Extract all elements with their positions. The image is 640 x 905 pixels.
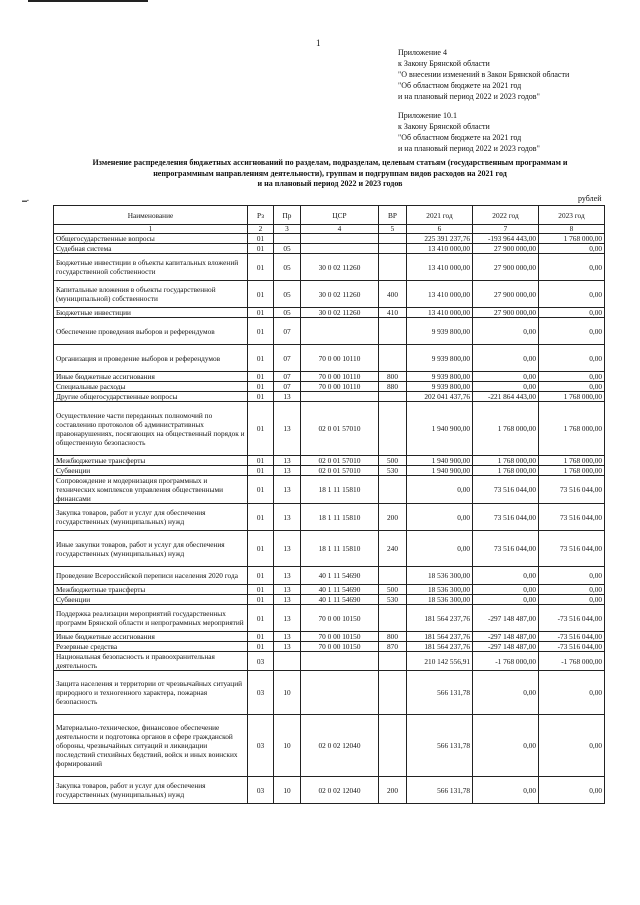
document-title <box>60 158 600 190</box>
table-row <box>54 402 605 456</box>
row-rz: 01 <box>248 234 274 244</box>
table-row <box>54 715 605 777</box>
row-2021: 9 939 800,00 <box>407 345 473 372</box>
row-2023: 1 768 000,00 <box>539 234 605 244</box>
row-2021: 181 564 237,76 <box>407 605 473 632</box>
row-vr <box>379 345 407 372</box>
row-vr: 500 <box>379 585 407 595</box>
row-2022: 73 516 044,00 <box>473 476 539 504</box>
column-index: 7 <box>473 225 539 234</box>
table-row <box>54 531 605 567</box>
row-vr: 200 <box>379 777 407 804</box>
row-2021: 566 131,78 <box>407 777 473 804</box>
table-row <box>54 456 605 466</box>
row-2022: 0,00 <box>473 372 539 382</box>
row-2022: 0,00 <box>473 382 539 392</box>
row-name: Проведение Всероссийской переписи населения 2020 года <box>54 567 248 585</box>
row-vr <box>379 402 407 456</box>
appendix-line: "О внесении изменений в Закон Брянской области <box>398 70 570 79</box>
row-2021: 1 940 900,00 <box>407 402 473 456</box>
row-vr <box>379 715 407 777</box>
row-pr: 05 <box>274 281 301 308</box>
table-row <box>54 372 605 382</box>
row-csr: 70 0 00 10110 <box>301 372 379 382</box>
column-index: 8 <box>539 225 605 234</box>
column-index: 6 <box>407 225 473 234</box>
row-vr: 530 <box>379 466 407 476</box>
row-pr: 05 <box>274 308 301 318</box>
appendix-line: к Закону Брянской области <box>398 122 490 131</box>
row-pr: 13 <box>274 632 301 642</box>
row-2022: 27 900 000,00 <box>473 281 539 308</box>
row-pr: 10 <box>274 671 301 715</box>
row-2023: 0,00 <box>539 308 605 318</box>
row-2023: -1 768 000,00 <box>539 652 605 671</box>
table-body <box>54 234 605 804</box>
table-row <box>54 652 605 671</box>
table-row <box>54 567 605 585</box>
row-vr: 240 <box>379 531 407 567</box>
row-2023: 0,00 <box>539 777 605 804</box>
row-pr: 13 <box>274 504 301 531</box>
row-vr <box>379 671 407 715</box>
row-2022: 0,00 <box>473 595 539 605</box>
row-2022: 1 768 000,00 <box>473 456 539 466</box>
title-line: и на плановый период 2022 и 2023 годов <box>257 179 403 188</box>
row-csr: 40 1 11 54690 <box>301 595 379 605</box>
row-2023: 0,00 <box>539 345 605 372</box>
row-name: Межбюджетные трансферты <box>54 585 248 595</box>
unit-label: рублей <box>578 194 602 203</box>
row-name: Национальная безопасность и правоохранительная деятельность <box>54 652 248 671</box>
row-2023: -73 516 044,00 <box>539 642 605 652</box>
row-name: Иные бюджетные ассигнования <box>54 632 248 642</box>
row-2023: 1 768 000,00 <box>539 456 605 466</box>
row-2021: 225 391 237,76 <box>407 234 473 244</box>
row-csr <box>301 392 379 402</box>
row-2022: 0,00 <box>473 715 539 777</box>
appendix-line: и на плановый период 2022 и 2023 годов" <box>398 92 540 101</box>
row-2023: 1 768 000,00 <box>539 402 605 456</box>
table-row <box>54 642 605 652</box>
row-2022: -297 148 487,00 <box>473 642 539 652</box>
row-name: Субвенции <box>54 595 248 605</box>
row-name: Защита населения и территории от чрезвычайных ситуаций природного и техногенного характера, пожарная безопасность <box>54 671 248 715</box>
page-number: 1 <box>316 38 321 48</box>
table-row <box>54 605 605 632</box>
table-row <box>54 318 605 345</box>
row-name: Специальные расходы <box>54 382 248 392</box>
row-vr <box>379 244 407 254</box>
row-csr: 70 0 00 10110 <box>301 382 379 392</box>
row-pr: 05 <box>274 244 301 254</box>
row-2022: 27 900 000,00 <box>473 254 539 281</box>
appendix-line: "Об областном бюджете на 2021 год <box>398 81 522 90</box>
row-name: Закупка товаров, работ и услуг для обеспечения государственных (муниципальных) нужд <box>54 504 248 531</box>
table-row <box>54 254 605 281</box>
appendix-line: Приложение 10.1 <box>398 111 457 120</box>
row-2021: 9 939 800,00 <box>407 372 473 382</box>
row-2023: 1 768 000,00 <box>539 392 605 402</box>
row-2021: 13 410 000,00 <box>407 254 473 281</box>
row-2023: 73 516 044,00 <box>539 504 605 531</box>
row-name: Субвенции <box>54 466 248 476</box>
row-2021: 13 410 000,00 <box>407 308 473 318</box>
row-name: Судебная система <box>54 244 248 254</box>
row-pr: 13 <box>274 595 301 605</box>
row-csr: 18 1 11 15810 <box>301 476 379 504</box>
row-pr: 13 <box>274 466 301 476</box>
row-rz: 01 <box>248 456 274 466</box>
title-line: Изменение распределения бюджетных ассигнований по разделам, подразделам, целевым статьям (государственным программам и <box>92 158 568 167</box>
row-rz: 01 <box>248 372 274 382</box>
row-vr <box>379 318 407 345</box>
row-pr: 07 <box>274 345 301 372</box>
row-rz: 03 <box>248 652 274 671</box>
row-2023: 0,00 <box>539 671 605 715</box>
column-index: 5 <box>379 225 407 234</box>
row-2022: -1 768 000,00 <box>473 652 539 671</box>
row-rz: 01 <box>248 318 274 345</box>
row-csr: 30 0 02 11260 <box>301 281 379 308</box>
row-name: Другие общегосударственные вопросы <box>54 392 248 402</box>
row-pr <box>274 652 301 671</box>
row-name: Организация и проведение выборов и референдумов <box>54 345 248 372</box>
column-index-row <box>54 225 605 234</box>
row-2021: 1 940 900,00 <box>407 466 473 476</box>
row-pr: 13 <box>274 392 301 402</box>
row-csr: 40 1 11 54690 <box>301 567 379 585</box>
row-2022: 0,00 <box>473 567 539 585</box>
title-line: непрограммным направлениям деятельности), группам и подгруппам видов расходов на 2021 год <box>153 168 507 178</box>
row-2023: 73 516 044,00 <box>539 476 605 504</box>
row-pr: 07 <box>274 318 301 345</box>
row-2022: 1 768 000,00 <box>473 466 539 476</box>
row-rz: 01 <box>248 402 274 456</box>
appendix-line: и на плановый период 2022 и 2023 годов" <box>398 144 540 153</box>
row-pr: 13 <box>274 476 301 504</box>
table-row <box>54 382 605 392</box>
row-rz: 03 <box>248 671 274 715</box>
row-vr <box>379 476 407 504</box>
table-row <box>54 632 605 642</box>
row-rz: 01 <box>248 476 274 504</box>
row-pr: 13 <box>274 531 301 567</box>
row-2023: 0,00 <box>539 595 605 605</box>
row-2021: 566 131,78 <box>407 671 473 715</box>
table-row <box>54 671 605 715</box>
table-row <box>54 345 605 372</box>
row-csr: 70 0 00 10150 <box>301 632 379 642</box>
row-2023: 0,00 <box>539 281 605 308</box>
row-2023: 0,00 <box>539 372 605 382</box>
table-row <box>54 308 605 318</box>
row-name: Закупка товаров, работ и услуг для обеспечения государственных (муниципальных) нужд <box>54 777 248 804</box>
row-name: Иные бюджетные ассигнования <box>54 372 248 382</box>
row-2021: 181 564 237,76 <box>407 642 473 652</box>
row-rz: 01 <box>248 595 274 605</box>
row-pr: 13 <box>274 585 301 595</box>
row-2022: -193 964 443,00 <box>473 234 539 244</box>
row-2023: 0,00 <box>539 318 605 345</box>
header-2021: 2021 год <box>407 206 473 225</box>
row-rz: 01 <box>248 531 274 567</box>
row-pr: 13 <box>274 642 301 652</box>
row-pr: 13 <box>274 402 301 456</box>
row-csr: 70 0 00 10110 <box>301 345 379 372</box>
row-2023: 0,00 <box>539 382 605 392</box>
row-pr: 07 <box>274 382 301 392</box>
row-rz: 01 <box>248 308 274 318</box>
row-2022: 0,00 <box>473 585 539 595</box>
row-rz: 01 <box>248 605 274 632</box>
table-row <box>54 244 605 254</box>
row-2021: 9 939 800,00 <box>407 318 473 345</box>
row-rz: 01 <box>248 504 274 531</box>
row-csr: 70 0 00 10150 <box>301 605 379 632</box>
header-row <box>54 206 605 225</box>
header-name: Наименование <box>54 206 248 225</box>
row-name: Иные закупки товаров, работ и услуг для обеспечения государственных (муниципальных) нужд <box>54 531 248 567</box>
row-csr <box>301 234 379 244</box>
row-vr: 870 <box>379 642 407 652</box>
row-2022: -297 148 487,00 <box>473 632 539 642</box>
row-name: Бюджетные инвестиции <box>54 308 248 318</box>
row-rz: 01 <box>248 345 274 372</box>
row-2022: 0,00 <box>473 345 539 372</box>
table-row <box>54 504 605 531</box>
row-vr: 800 <box>379 372 407 382</box>
row-2022: 73 516 044,00 <box>473 531 539 567</box>
row-name: Межбюджетные трансферты <box>54 456 248 466</box>
row-vr <box>379 392 407 402</box>
row-name: Обеспечение проведения выборов и референдумов <box>54 318 248 345</box>
row-csr: 02 0 01 57010 <box>301 466 379 476</box>
row-2021: 18 536 300,00 <box>407 595 473 605</box>
row-vr: 530 <box>379 595 407 605</box>
row-name: Резервные средства <box>54 642 248 652</box>
row-2022: 73 516 044,00 <box>473 504 539 531</box>
row-2023: -73 516 044,00 <box>539 605 605 632</box>
row-pr: 07 <box>274 372 301 382</box>
row-pr: 13 <box>274 605 301 632</box>
row-pr: 10 <box>274 777 301 804</box>
row-vr: 200 <box>379 504 407 531</box>
row-2021: 181 564 237,76 <box>407 632 473 642</box>
column-index: 2 <box>248 225 274 234</box>
row-2021: 0,00 <box>407 504 473 531</box>
row-2021: 202 041 437,76 <box>407 392 473 402</box>
row-name: Капитальные вложения в объекты государственной (муниципальной) собственности <box>54 281 248 308</box>
row-pr: 13 <box>274 567 301 585</box>
scan-mark: ▬▪ <box>22 199 29 204</box>
top-rule <box>28 0 148 2</box>
row-rz: 03 <box>248 715 274 777</box>
row-2021: 210 142 556,91 <box>407 652 473 671</box>
row-name: Общегосударственные вопросы <box>54 234 248 244</box>
row-name: Осуществление части переданных полномочий по составлению протоколов об административных правонарушениях, посягающих на общественный порядок и общественную безопасность <box>54 402 248 456</box>
row-name: Бюджетные инвестиции в объекты капитальных вложений государственной собственности <box>54 254 248 281</box>
row-name: Поддержка реализации мероприятий государственных программ Брянской области и непрограммных мероприятий <box>54 605 248 632</box>
row-csr <box>301 318 379 345</box>
row-rz: 01 <box>248 382 274 392</box>
table-row <box>54 466 605 476</box>
row-csr: 02 0 01 57010 <box>301 402 379 456</box>
row-rz: 01 <box>248 466 274 476</box>
row-vr: 880 <box>379 382 407 392</box>
row-pr: 13 <box>274 456 301 466</box>
row-rz: 01 <box>248 281 274 308</box>
row-csr <box>301 671 379 715</box>
table-row <box>54 281 605 308</box>
row-2022: 27 900 000,00 <box>473 308 539 318</box>
row-rz: 01 <box>248 254 274 281</box>
appendix-4-block <box>398 47 569 102</box>
row-vr <box>379 605 407 632</box>
header-rz: Рз <box>248 206 274 225</box>
row-2023: 0,00 <box>539 715 605 777</box>
row-pr: 05 <box>274 254 301 281</box>
appendix-line: Приложение 4 <box>398 48 447 57</box>
row-2021: 9 939 800,00 <box>407 382 473 392</box>
row-2023: 0,00 <box>539 585 605 595</box>
row-2022: 0,00 <box>473 777 539 804</box>
row-2021: 18 536 300,00 <box>407 567 473 585</box>
row-rz: 01 <box>248 567 274 585</box>
row-2022: 27 900 000,00 <box>473 244 539 254</box>
row-2023: 73 516 044,00 <box>539 531 605 567</box>
row-2021: 13 410 000,00 <box>407 244 473 254</box>
row-csr: 18 1 11 15810 <box>301 504 379 531</box>
row-csr <box>301 244 379 254</box>
row-2021: 13 410 000,00 <box>407 281 473 308</box>
row-2021: 18 536 300,00 <box>407 585 473 595</box>
table-row <box>54 777 605 804</box>
row-csr: 02 0 01 57010 <box>301 456 379 466</box>
row-2021: 566 131,78 <box>407 715 473 777</box>
row-2021: 0,00 <box>407 531 473 567</box>
row-vr <box>379 254 407 281</box>
table-row <box>54 595 605 605</box>
row-rz: 01 <box>248 632 274 642</box>
row-rz: 01 <box>248 392 274 402</box>
row-csr: 40 1 11 54690 <box>301 585 379 595</box>
table-row <box>54 392 605 402</box>
column-index: 4 <box>301 225 379 234</box>
row-vr <box>379 652 407 671</box>
row-vr <box>379 567 407 585</box>
row-rz: 01 <box>248 585 274 595</box>
table-row <box>54 585 605 595</box>
row-rz: 03 <box>248 777 274 804</box>
row-name: Материально-техническое, финансовое обеспечение деятельности и подготовка органов в сфере гражданской обороны, чрезвычайных ситуаций и ликвидации последствий стихийных бедствий, войск и иных воинских формирований <box>54 715 248 777</box>
header-csr: ЦСР <box>301 206 379 225</box>
row-2023: 0,00 <box>539 567 605 585</box>
header-vr: ВР <box>379 206 407 225</box>
row-csr: 30 0 02 11260 <box>301 254 379 281</box>
row-2021: 1 940 900,00 <box>407 456 473 466</box>
column-index: 3 <box>274 225 301 234</box>
row-vr: 800 <box>379 632 407 642</box>
row-csr: 02 0 02 12040 <box>301 777 379 804</box>
appendix-line: "Об областном бюджете на 2021 год <box>398 133 522 142</box>
row-csr: 70 0 00 10150 <box>301 642 379 652</box>
row-2022: 1 768 000,00 <box>473 402 539 456</box>
row-2022: 0,00 <box>473 671 539 715</box>
row-vr: 400 <box>379 281 407 308</box>
row-vr <box>379 234 407 244</box>
row-csr: 18 1 11 15810 <box>301 531 379 567</box>
row-rz: 01 <box>248 244 274 254</box>
row-2022: -221 864 443,00 <box>473 392 539 402</box>
header-2023: 2023 год <box>539 206 605 225</box>
row-pr <box>274 234 301 244</box>
row-csr: 30 0 02 11260 <box>301 308 379 318</box>
row-2022: -297 148 487,00 <box>473 605 539 632</box>
row-2023: -73 516 044,00 <box>539 632 605 642</box>
row-2023: 0,00 <box>539 244 605 254</box>
header-2022: 2022 год <box>473 206 539 225</box>
row-2023: 0,00 <box>539 254 605 281</box>
row-rz: 01 <box>248 642 274 652</box>
budget-table <box>53 205 605 804</box>
row-csr: 02 0 02 12040 <box>301 715 379 777</box>
row-2023: 1 768 000,00 <box>539 466 605 476</box>
row-2022: 0,00 <box>473 318 539 345</box>
appendix-10-1-block <box>398 110 540 154</box>
header-pr: Пр <box>274 206 301 225</box>
row-vr: 500 <box>379 456 407 466</box>
appendix-line: к Закону Брянской области <box>398 59 490 68</box>
row-name: Сопровождение и модернизация программных и технических комплексов управления общественными финансами <box>54 476 248 504</box>
row-pr: 10 <box>274 715 301 777</box>
row-csr <box>301 652 379 671</box>
table-row <box>54 476 605 504</box>
row-2021: 0,00 <box>407 476 473 504</box>
row-vr: 410 <box>379 308 407 318</box>
column-index: 1 <box>54 225 248 234</box>
table-row <box>54 234 605 244</box>
